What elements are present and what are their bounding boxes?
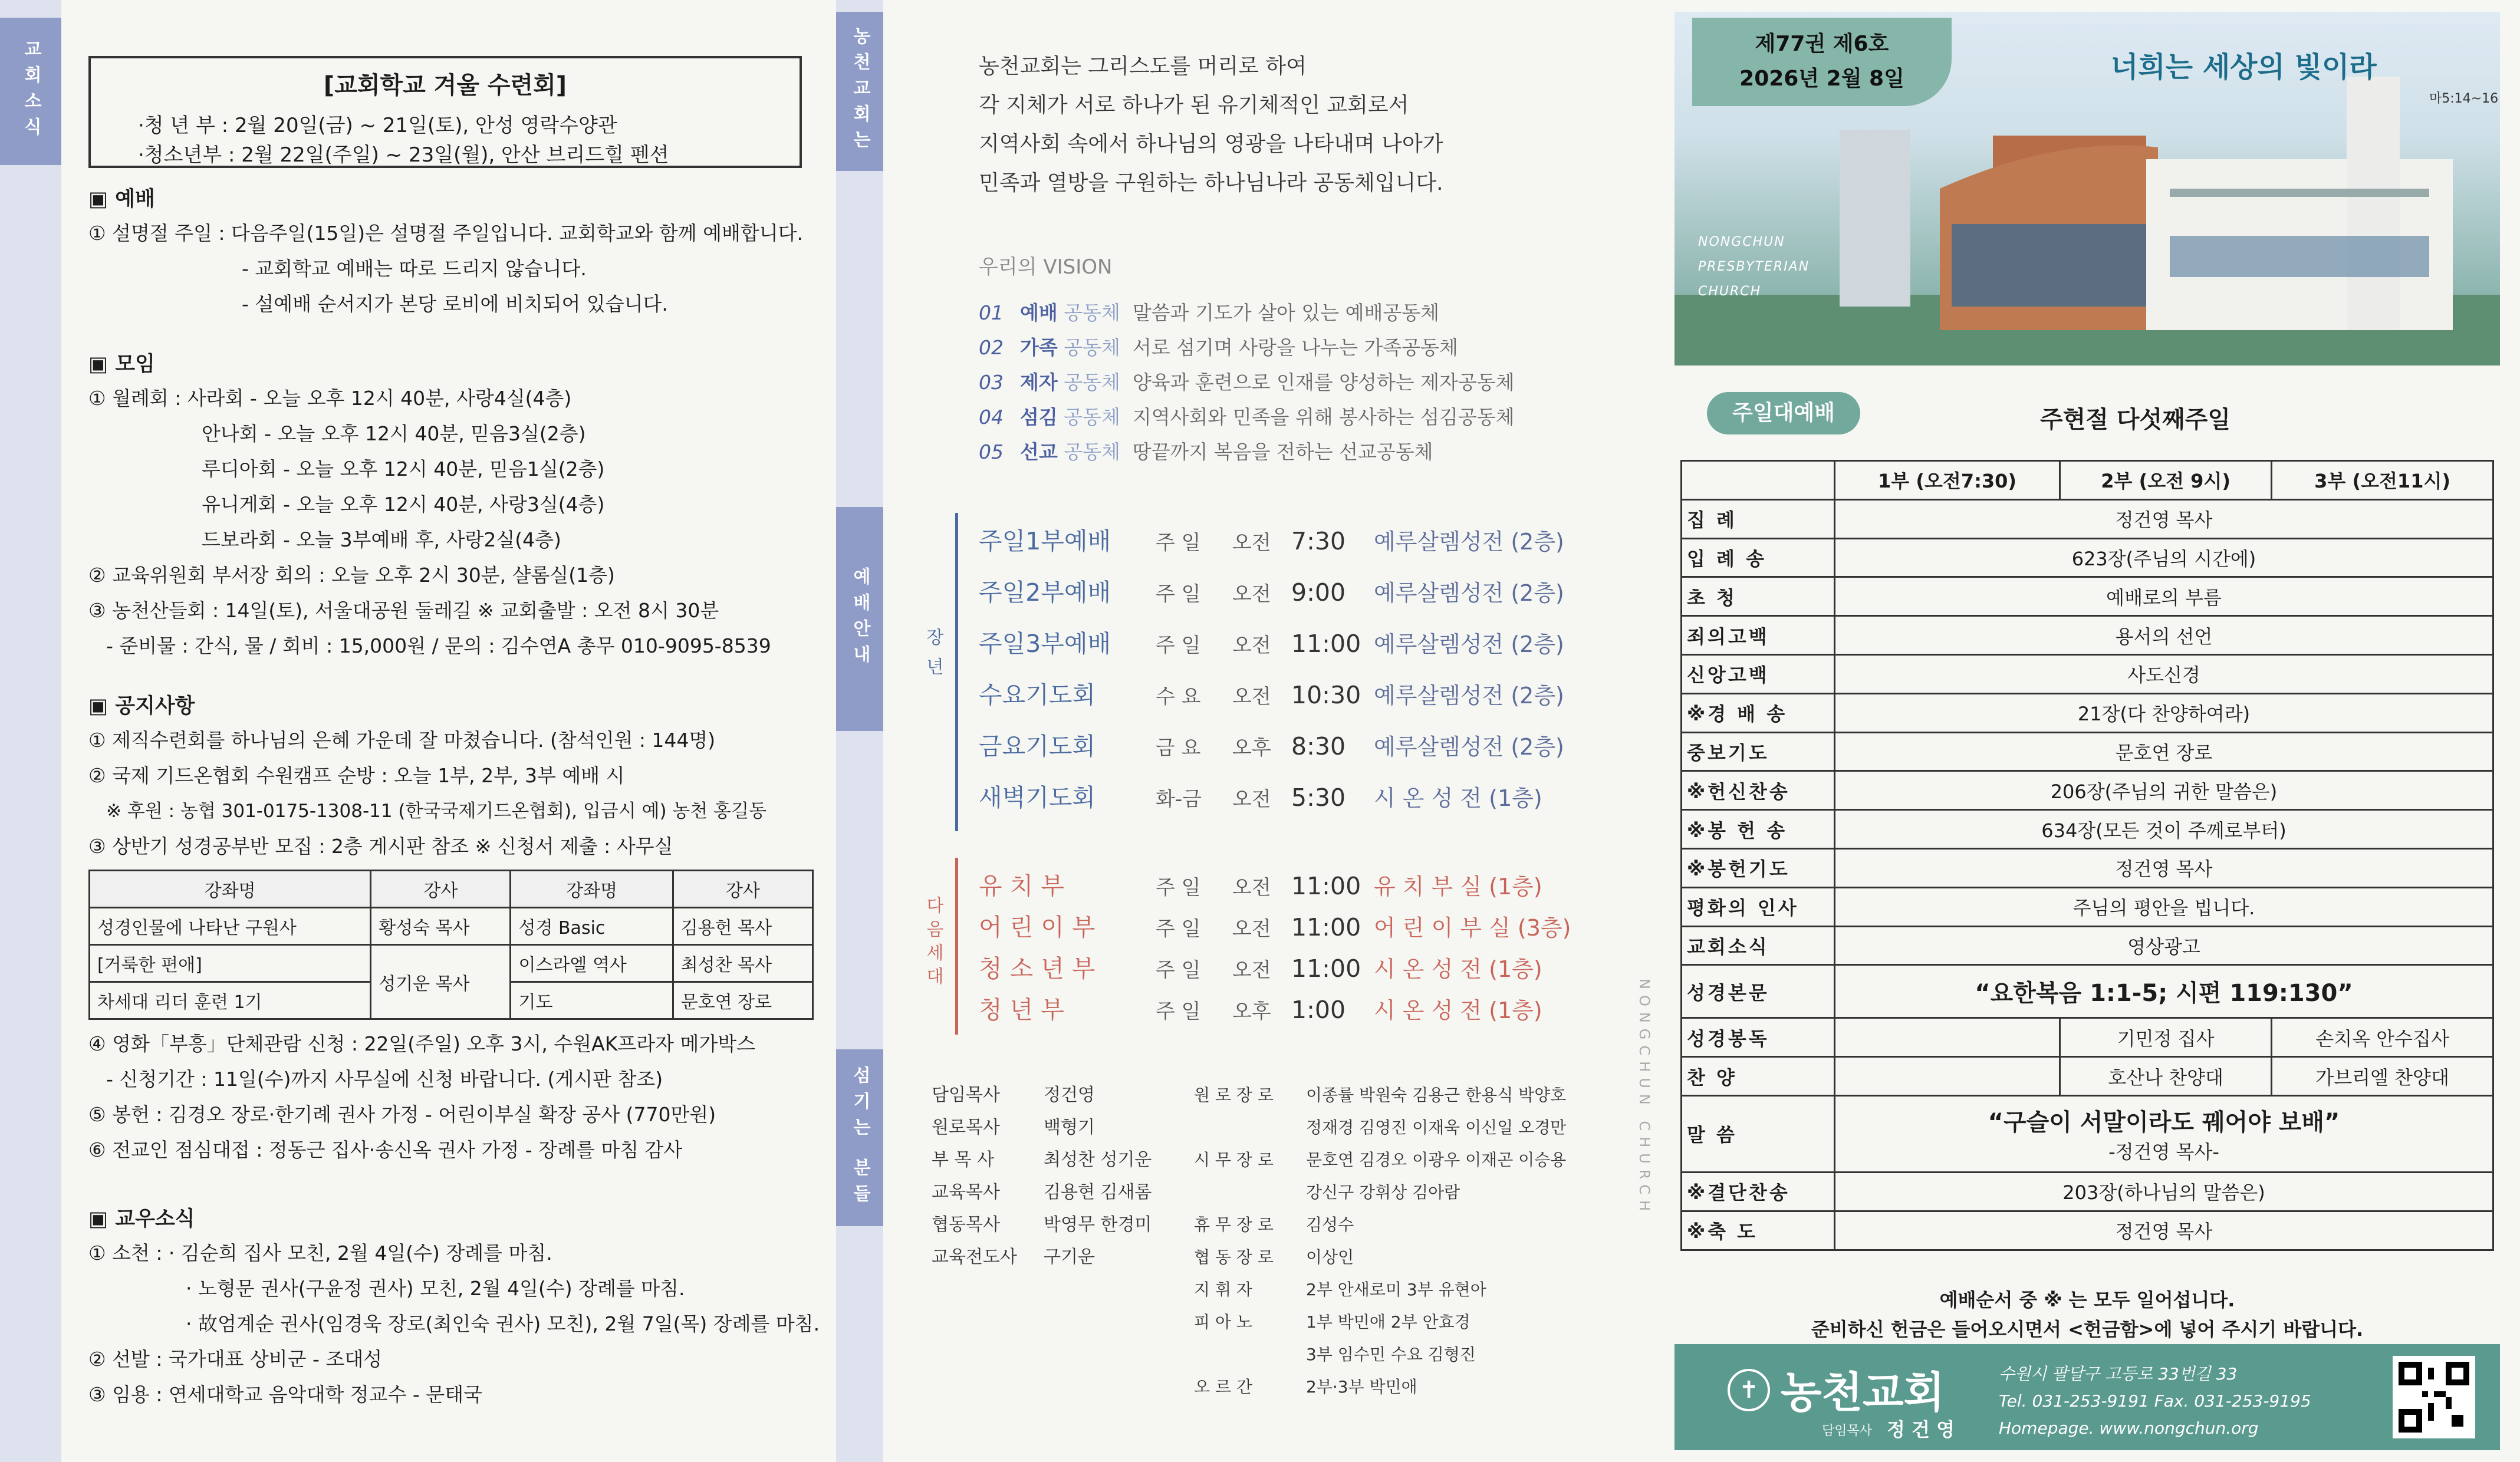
nextgen-day: 주 일 (1156, 876, 1201, 900)
intro-text (979, 47, 1443, 203)
pastor-label: 담임목사 (1822, 1424, 1873, 1438)
vision-key: 선교 (1020, 440, 1058, 463)
photo-caption-line: CHURCH (1698, 284, 1762, 299)
nextgen-ampm: 오전 (1232, 876, 1271, 900)
members-line-4: ② 선발 : 국가대표 상비군 - 조대성 (88, 1348, 383, 1371)
svc-label: 찬 양 (1682, 1057, 1835, 1096)
vision-item (979, 298, 1439, 325)
nextgen-day: 주 일 (1156, 959, 1201, 982)
worship-time: 10:30 (1291, 681, 1361, 709)
worship-day: 화-금 (1156, 788, 1202, 811)
vision-kk: 공동체 (1064, 371, 1120, 394)
staff-names: 정건영 (1044, 1085, 1095, 1105)
svc-value: 정건영 목사 (1835, 848, 2493, 887)
lec-cell: 성경인물에 나타난 구원사 (90, 908, 371, 945)
nextgen-name: 청 소 년 부 (979, 954, 1095, 983)
staff-role: 지 휘 자 (1194, 1280, 1252, 1299)
staff-names: 3부 임수민 수요 김형진 (1306, 1345, 1476, 1364)
nextgen-row (979, 949, 1542, 984)
lec-cell: 최성찬 목사 (673, 945, 812, 982)
worship-place: 시 온 성 전 (1층) (1374, 785, 1542, 811)
nextgen-row (979, 990, 1542, 1025)
worship-time: 5:30 (1291, 783, 1346, 812)
offering-note: 준비하신 헌금은 들어오시면서 <헌금함>에 넣어 주시기 바랍니다. (1811, 1318, 2364, 1341)
worship-ampm: 오전 (1232, 531, 1271, 555)
vision-desc: 말씀과 기도가 살아 있는 예배공동체 (1132, 301, 1440, 324)
meeting-line-4: 유니게회 - 오늘 오후 12시 40분, 사랑3실(4층) (202, 493, 605, 516)
vision-title: 우리의 VISION (979, 255, 1113, 279)
worship-name: 주일2부예배 (979, 578, 1111, 607)
vision-num: 05 (979, 440, 1004, 463)
staff-row (932, 1111, 1152, 1144)
order-of-worship-panel (1674, 0, 2520, 1462)
staff-names: 강신구 강휘상 김아람 (1306, 1183, 1460, 1202)
vision-kk: 공동체 (1064, 336, 1120, 359)
winter-teen-line: ·청소년부 : 2월 22일(주일) ~ 23일(월), 안산 브리드힐 펜션 (138, 143, 669, 167)
svc-value: 문호연 장로 (1835, 732, 2493, 771)
vision-key: 제자 (1020, 371, 1058, 394)
staff-row (1194, 1176, 1566, 1209)
staff-row (1194, 1111, 1566, 1144)
vision-key: 예배 (1020, 301, 1058, 324)
issue-date: 2026년 2월 8일 (1739, 67, 1904, 91)
staff-names: 김용현 김새롬 (1044, 1182, 1152, 1203)
standing-note: 예배순서 중 ※ 는 모두 일어섭니다. (1939, 1289, 2235, 1311)
members-line-1: ① 소천 : · 김순희 집사 모친, 2월 4일(수) 장례를 마침. (88, 1242, 552, 1265)
intro-line: 각 지체가 서로 하나가 된 유기체적인 교회로서 (979, 93, 1409, 117)
svc-label: 중보기도 (1682, 732, 1835, 771)
staff-names: 1부 박민애 2부 안효경 (1306, 1312, 1470, 1332)
worship-row (979, 573, 1564, 608)
worship-time: 7:30 (1291, 527, 1346, 555)
issue-volume: 제77권 제6호 (1755, 32, 1889, 56)
nextgen-place: 시 온 성 전 (1층) (1374, 997, 1542, 1023)
staff-row (932, 1079, 1152, 1111)
staff-role: 원 로 장 로 (1194, 1085, 1274, 1105)
svc-split: 손치옥 안수집사 (2272, 1018, 2493, 1057)
nextgen-time: 11:00 (1291, 872, 1361, 900)
lec-cell: [거룩한 편애] (90, 945, 371, 982)
meeting-line-5: 드보라회 - 오늘 3부예배 후, 사랑2실(4층) (202, 528, 561, 551)
svc-value: “요한복음 1:1-5; 시편 119:130” (1835, 965, 2493, 1018)
intro-line: 농천교회는 그리스도를 머리로 하여 (979, 54, 1307, 78)
church-intro-panel (920, 0, 1653, 1462)
sermon-preacher: -정건영 목사- (2108, 1140, 2219, 1163)
staff-row (1194, 1273, 1566, 1306)
lec-header: 강좌명 (511, 871, 673, 908)
lec-cell: 성경 Basic (511, 908, 673, 945)
worship-ampm: 오전 (1232, 788, 1271, 811)
worship-row (979, 522, 1564, 557)
svc-label: 교회소식 (1682, 926, 1835, 965)
svc-split: 기민정 집사 (2060, 1018, 2272, 1057)
mid-label-serve: 섬기는 분들 (836, 1049, 883, 1226)
label-nextgen: 다음세대 (923, 896, 943, 990)
worship-line-3: - 설예배 순서지가 본당 로비에 비치되어 있습니다. (242, 292, 668, 315)
vision-item (979, 437, 1433, 465)
worship-day: 수 요 (1156, 685, 1201, 709)
church-footer (1674, 1344, 2500, 1450)
worship-time: 9:00 (1291, 578, 1346, 607)
svc-value: 주님의 평안을 빕니다. (1835, 887, 2493, 926)
svc-label: 초 청 (1682, 577, 1835, 616)
worship-ampm: 오전 (1232, 634, 1271, 657)
worship-line-2: - 교회학교 예배는 따로 드리지 않습니다. (242, 257, 587, 280)
vision-desc: 서로 섬기며 사랑을 나누는 가족공동체 (1132, 336, 1458, 359)
staff-row (932, 1144, 1152, 1176)
nextgen-row (979, 867, 1542, 901)
vision-key: 가족 (1020, 336, 1058, 359)
vision-desc: 양육과 훈련으로 인재를 양성하는 제자공동체 (1132, 371, 1515, 394)
staff-names: 이상인 (1306, 1247, 1354, 1267)
mid-label-intro: 농천교회는 (836, 12, 883, 171)
intro-line: 지역사회 속에서 하나님의 영광을 나타내며 나아가 (979, 132, 1443, 156)
winter-youth-line: ·청 년 부 : 2월 20일(금) ~ 21일(토), 안성 영락수양관 (138, 114, 617, 137)
nextgen-day: 주 일 (1156, 1000, 1201, 1023)
vision-kk: 공동체 (1064, 301, 1120, 324)
staff-role: 휴 무 장 로 (1194, 1215, 1274, 1234)
meeting-line-6: ② 교육위원회 부서장 회의 : 오늘 오후 2시 30분, 샬롬실(1층) (88, 564, 615, 587)
vision-desc: 땅끝까지 복음을 전하는 선교공동체 (1132, 440, 1433, 463)
homepage: Homepage. www.nongchun.org (1999, 1418, 2259, 1438)
staff-role: 협 동 장 로 (1194, 1247, 1274, 1267)
worship-name: 새벽기도회 (979, 783, 1096, 812)
staff-role: 시 무 장 로 (1194, 1150, 1274, 1170)
worship-row (979, 676, 1564, 710)
svc-split: 호산나 찬양대 (2060, 1057, 2272, 1096)
lec-cell: 이스라엘 역사 (511, 945, 673, 982)
nextgen-place: 시 온 성 전 (1층) (1374, 956, 1542, 982)
svc-value: 영상광고 (1835, 926, 2493, 965)
sidebar-label-news: 교회소식 (0, 18, 61, 165)
svc-label: 입 례 송 (1682, 538, 1835, 577)
nextgen-time: 11:00 (1291, 913, 1361, 941)
staff-row (932, 1176, 1152, 1209)
worship-name: 금요기도회 (979, 732, 1096, 760)
staff-row (1194, 1241, 1566, 1273)
staff-row (1194, 1079, 1566, 1111)
worship-name: 수요기도회 (979, 681, 1096, 709)
nextgen-name: 유 치 부 (979, 872, 1064, 900)
staff-names: 백형기 (1044, 1117, 1095, 1138)
notice-line-4: ③ 상반기 성경공부반 모집 : 2층 게시판 참조 ※ 신청서 제출 : 사무실 (88, 835, 673, 858)
staff-row (1194, 1306, 1566, 1338)
svc-label: ※경 배 송 (1682, 693, 1835, 732)
staff-role: 피 아 노 (1194, 1312, 1252, 1332)
svc-label: ※결단찬송 (1682, 1172, 1835, 1211)
staff-role: 부 목 사 (932, 1150, 995, 1170)
notice-line-8: ⑥ 전교인 점심대접 : 정동근 집사·송신옥 권사 가정 - 장례를 마침 감사 (88, 1138, 683, 1161)
vision-num: 02 (979, 336, 1004, 359)
nextgen-ampm: 오전 (1232, 917, 1271, 941)
worship-name: 주일3부예배 (979, 630, 1111, 658)
church-logo-icon: ✝ (1728, 1369, 1770, 1411)
qr-code[interactable] (2393, 1356, 2475, 1438)
meeting-line-8: - 준비물 : 간식, 물 / 회비 : 15,000원 / 문의 : 김수연A 총무 010-9095-8539 (106, 634, 771, 657)
svc-split: 가브리엘 찬양대 (2272, 1057, 2493, 1096)
staff-role: 원로목사 (932, 1117, 1000, 1138)
svc-value: 634장(모든 것이 주께로부터) (1835, 810, 2493, 849)
church-name: 농천교회 (1781, 1368, 1945, 1417)
svc-spacer (1835, 1018, 2060, 1057)
svc-value: 예배로의 부름 (1835, 577, 2493, 616)
vision-num: 03 (979, 371, 1004, 394)
nextgen-time: 1:00 (1291, 996, 1346, 1024)
svc-value: 623장(주님의 시간에) (1835, 538, 2493, 577)
worship-ampm: 오전 (1232, 582, 1271, 606)
staff-row (1194, 1338, 1566, 1371)
staff-role: 협동목사 (932, 1214, 1000, 1235)
staff-right (1194, 1079, 1566, 1403)
photo-caption (1698, 230, 1810, 304)
worship-name: 주일1부예배 (979, 527, 1111, 555)
staff-names: 구기운 (1044, 1247, 1095, 1267)
svc-value: 206장(주님의 귀한 말씀은) (1835, 771, 2493, 810)
nextgen-rule (955, 858, 958, 1035)
lec-cell: 김용헌 목사 (673, 908, 812, 945)
sunday-worship-badge: 주일대예배 (1707, 392, 1860, 434)
nextgen-place: 어 린 이 부 실 (3층) (1374, 915, 1571, 941)
nextgen-name: 어 린 이 부 (979, 913, 1095, 941)
lec-header: 강사 (371, 871, 511, 908)
vision-kk: 공동체 (1064, 406, 1120, 429)
svc-label: ※봉헌기도 (1682, 848, 1835, 887)
lec-cell: 문호연 장로 (673, 982, 812, 1019)
nextgen-row (979, 908, 1571, 943)
svc-label: 죄의고백 (1682, 616, 1835, 655)
svc-spacer (1835, 1057, 2060, 1096)
staff-left (932, 1079, 1152, 1273)
worship-row (979, 727, 1564, 762)
vertical-church-name: NONGCHUN CHURCH (1636, 979, 1653, 1217)
notice-line-5: ④ 영화「부흥」단체관람 신청 : 22일(주일) 오후 3시, 수원AK프라자 메가박스 (88, 1032, 756, 1055)
meeting-line-1: ① 월례회 : 사라회 - 오늘 오후 12시 40분, 사랑4실(4층) (88, 387, 572, 410)
worship-line-1: ① 설명절 주일 : 다음주일(15일)은 설명절 주일입니다. 교회학교와 함께 예배합니다. (88, 222, 804, 245)
lec-header: 강사 (673, 871, 812, 908)
sermon-cell (1835, 1095, 2493, 1172)
svc-label: ※축 도 (1682, 1211, 1835, 1250)
meeting-heading: ▣ 모임 (88, 353, 155, 376)
winter-retreat-box (88, 56, 802, 168)
notice-line-2: ② 국제 기드온협회 수원캠프 순방 : 오늘 1부, 2부, 3부 예배 시 (88, 764, 625, 787)
svc-label: 신앙고백 (1682, 654, 1835, 693)
nextgen-place: 유 치 부 실 (1층) (1374, 874, 1542, 900)
mid-label-worship: 예배안내 (836, 507, 883, 731)
label-adult: 장년 (923, 628, 943, 687)
worship-row (979, 624, 1564, 659)
svc-label: 평화의 인사 (1682, 887, 1835, 926)
svc-label: ※헌신찬송 (1682, 771, 1835, 810)
nextgen-day: 주 일 (1156, 917, 1201, 941)
members-heading: ▣ 교우소식 (88, 1207, 195, 1231)
vision-item (979, 332, 1458, 360)
photo-caption-line: NONGCHUN (1698, 235, 1785, 249)
scripture-ref: 마5:14~16 (2429, 91, 2499, 106)
vision-key: 섬김 (1020, 406, 1058, 429)
worship-rule (955, 513, 958, 831)
svc-label: 성경본문 (1682, 965, 1835, 1018)
notice-line-3: ※ 후원 : 농협 301-0175-1308-11 (한국국제기드온협회), 입금시 예) 농천 홍길동 (106, 801, 767, 822)
svc-label: 말 씀 (1682, 1095, 1835, 1172)
notice-heading: ▣ 공지사항 (88, 694, 195, 718)
staff-role: 교육전도사 (932, 1247, 1017, 1267)
staff-row (932, 1209, 1152, 1241)
nextgen-ampm: 오후 (1232, 1000, 1271, 1023)
svc-header: 1부 (오전7:30) (1835, 461, 2060, 500)
contact-info (1999, 1361, 2311, 1442)
staff-role: 담임목사 (932, 1085, 1000, 1105)
staff-role: 교육목사 (932, 1182, 1000, 1203)
svc-value: 21장(다 찬양하여라) (1835, 693, 2493, 732)
pastor-name: 정 건 영 (1887, 1418, 1955, 1441)
bible-study-table (88, 870, 814, 1020)
staff-names: 이종률 박원숙 김용근 한용식 박양호 (1306, 1085, 1567, 1105)
lec-cell: 기도 (511, 982, 673, 1019)
svc-corner (1682, 461, 1835, 500)
worship-heading: ▣ 예배 (88, 187, 155, 211)
qr-code-icon (2399, 1362, 2469, 1433)
worship-time: 8:30 (1291, 732, 1346, 760)
notice-line-7: ⑤ 봉헌 : 김경오 장로·한기례 권사 가정 - 어린이부실 확장 공사 (770만원) (88, 1103, 716, 1126)
nextgen-name: 청 년 부 (979, 996, 1064, 1024)
staff-row (1194, 1209, 1566, 1241)
staff-names: 2부·3부 박민애 (1306, 1377, 1417, 1397)
members-line-5: ③ 임용 : 연세대학교 음악대학 정교수 - 문태국 (88, 1383, 482, 1406)
photo-caption-line: PRESBYTERIAN (1698, 259, 1810, 274)
worship-day: 주 일 (1156, 531, 1201, 555)
meeting-line-2: 안나회 - 오늘 오후 12시 40분, 믿음3실(2층) (202, 422, 586, 445)
svc-label: 성경봉독 (1682, 1018, 1835, 1057)
worship-ampm: 오전 (1232, 685, 1271, 709)
address: 수원시 팔달구 고등로 33번길 33 (1999, 1364, 2238, 1384)
order-of-worship-table (1680, 460, 2494, 1251)
worship-place: 예루살렘성전 (2층) (1374, 683, 1564, 709)
vision-num: 01 (979, 301, 1004, 324)
worship-ampm: 오후 (1232, 736, 1271, 760)
scripture-heading: 너희는 세상의 빛이라 (2111, 51, 2377, 84)
middle-strip (836, 0, 883, 1462)
worship-time: 11:00 (1291, 630, 1361, 658)
members-line-2: · 노형문 권사(구윤정 권사) 모친, 2월 4일(수) 장례를 마침. (186, 1277, 685, 1300)
worship-row (979, 778, 1542, 813)
nextgen-ampm: 오전 (1232, 959, 1271, 982)
svc-header: 3부 (오전11시) (2272, 461, 2493, 500)
notice-line-6: - 신청기간 : 11일(수)까지 사무실에 신청 바랍니다. (게시판 참조) (106, 1068, 663, 1091)
worship-place: 예루살렘성전 (2층) (1374, 580, 1564, 606)
worship-day: 주 일 (1156, 634, 1201, 657)
svc-value: 정건영 목사 (1835, 499, 2493, 538)
staff-names: 2부 안새로미 3부 유현아 (1306, 1280, 1486, 1299)
winter-retreat-title: [교회학교 겨울 수련회] (323, 72, 567, 99)
svc-value: 용서의 선언 (1835, 616, 2493, 655)
svc-label: 집 례 (1682, 499, 1835, 538)
worship-day: 주 일 (1156, 582, 1201, 606)
staff-names: 김성수 (1306, 1215, 1354, 1234)
lec-header: 강좌명 (90, 871, 371, 908)
staff-names: 문호연 김경오 이광우 이재곤 이승용 (1306, 1150, 1567, 1170)
staff-role: 오 르 간 (1194, 1377, 1252, 1397)
staff-names: 최성찬 성기운 (1044, 1150, 1152, 1170)
svc-value: 사도신경 (1835, 654, 2493, 693)
meeting-line-3: 루디아회 - 오늘 오후 12시 40분, 믿음1실(2층) (202, 457, 605, 480)
members-line-3: · 故엄계순 권사(임경욱 장로(최인숙 권사) 모친), 2월 7일(목) 장례를 마침. (186, 1312, 820, 1335)
worship-day: 금 요 (1156, 736, 1201, 760)
church-photo (1674, 12, 2500, 366)
vision-item (979, 367, 1515, 395)
issue-badge (1692, 18, 1952, 106)
svc-header: 2부 (오전 9시) (2060, 461, 2272, 500)
worship-place: 예루살렘성전 (2층) (1374, 529, 1564, 555)
staff-row (1194, 1371, 1566, 1403)
svc-label: ※봉 헌 송 (1682, 810, 1835, 849)
sermon-title: “구슬이 서말이라도 꿰어야 보배” (1988, 1108, 2340, 1136)
staff-row (932, 1241, 1152, 1273)
liturgical-season: 주현절 다섯째주일 (2040, 406, 2231, 433)
intro-line: 민족과 열방을 구원하는 하나님나라 공동체입니다. (979, 171, 1443, 195)
meeting-line-7: ③ 농천산들회 : 14일(토), 서울대공원 둘레길 ※ 교회출발 : 오전 8시 30분 (88, 599, 719, 622)
left-sidebar-strip (0, 0, 61, 1462)
nextgen-time: 11:00 (1291, 954, 1361, 983)
lec-cell: 성기운 목사 (371, 945, 511, 1019)
church-news-panel (88, 0, 820, 1462)
svc-value: 203장(하나님의 말씀은) (1835, 1172, 2493, 1211)
worship-place: 예루살렘성전 (2층) (1374, 734, 1564, 760)
notice-line-1: ① 제직수련회를 하나님의 은혜 가운데 잘 마쳤습니다. (참석인원 : 144명) (88, 729, 716, 752)
vision-item (979, 402, 1515, 430)
vision-kk: 공동체 (1064, 440, 1120, 463)
worship-place: 예루살렘성전 (2층) (1374, 631, 1564, 657)
vision-desc: 지역사회와 민족을 위해 봉사하는 섬김공동체 (1132, 406, 1515, 429)
phone: Tel. 031-253-9191 Fax. 031-253-9195 (1999, 1391, 2311, 1411)
lec-cell: 황성숙 목사 (371, 908, 511, 945)
staff-names: 정재경 김영진 이재욱 이신일 오경만 (1306, 1118, 1567, 1137)
lec-cell: 차세대 리더 훈련 1기 (90, 982, 371, 1019)
staff-row (1194, 1144, 1566, 1176)
staff-names: 박영무 한경미 (1044, 1214, 1152, 1235)
vision-num: 04 (979, 406, 1004, 429)
svc-value: 정건영 목사 (1835, 1211, 2493, 1250)
